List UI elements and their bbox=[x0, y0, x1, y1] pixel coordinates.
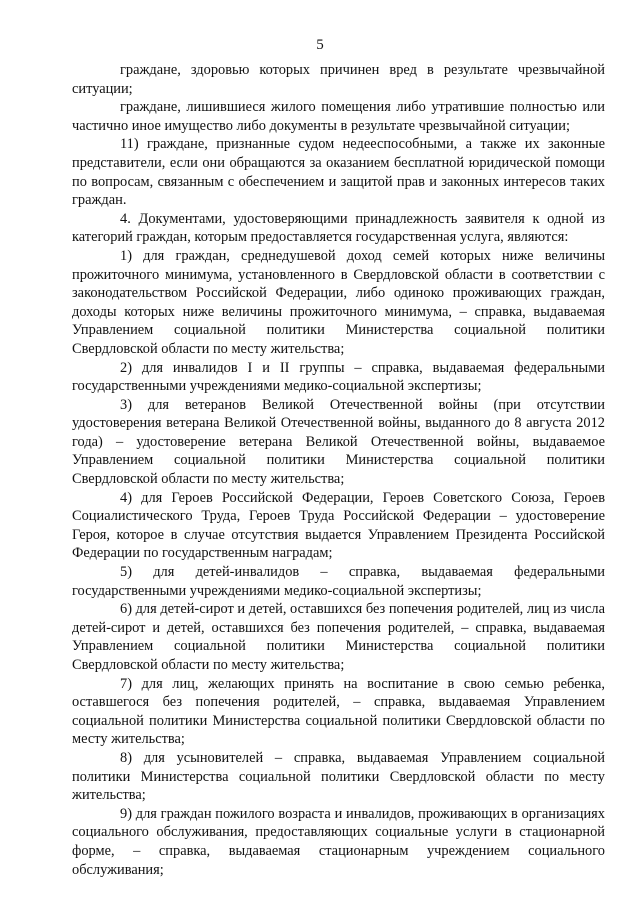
page-number: 5 bbox=[316, 37, 324, 53]
paragraph-doc-1-low-income: 1) для граждан, среднедушевой доход семей которых ниже величины прожиточного минимума, установленного в Свердловской области в соответствии с законодательством Российской Федерации, либо одиноко проживающих граждан, доходы которых ниже величины прожиточного минимума, – справка, выдаваемая Управлением социальной политики Министерства социальной политики Свердловской области по месту жительства; bbox=[72, 247, 605, 357]
paragraph-emergency-health-harm: граждане, здоровью которых причинен вред в результате чрезвычайной ситуации; bbox=[72, 62, 605, 97]
paragraph-doc-3-veterans: 3) для ветеранов Великой Отечественной войны (при отсутствии удостоверения ветерана Великой Отечественной войны, выданного до 8 августа 2012 года) – удостоверение ветерана Великой Отечественной войны, выдаваемое Управлением социальной политики Министерства социальной политики Свердловской области по месту жительства; bbox=[72, 396, 605, 488]
paragraph-emergency-property-loss: граждане, лишившиеся жилого помещения либо утратившие полностью или частично иное имущество либо документы в результате чрезвычайной ситуации; bbox=[72, 99, 605, 134]
paragraph-doc-7-foster-parents: 7) для лиц, желающих принять на воспитание в свою семью ребенка, оставшегося без попечения родителей, – справка, выдаваемая Управлением социальной политики Министерства социальной политики Свердловской области по месту жительства; bbox=[72, 675, 605, 748]
paragraph-doc-2-disabled: 2) для инвалидов I и II группы – справка, выдаваемая федеральными государственными учреждениями медико-социальной экспертизы; bbox=[72, 359, 605, 395]
document-body bbox=[72, 61, 605, 879]
paragraph-doc-5-disabled-children: 5) для детей-инвалидов – справка, выдаваемая федеральными государственными учреждениями медико-социальной экспертизы; bbox=[72, 564, 605, 599]
paragraph-doc-6-orphans: 6) для детей-сирот и детей, оставшихся без попечения родителей, лиц из числа детей-сирот и детей, оставшихся без попечения родителей, – справка, выдаваемая Управлением социальной политики Министерства социальной политики Свердловской области по месту жительства; bbox=[72, 601, 605, 673]
paragraph-doc-4-heroes: 4) для Героев Российской Федерации, Героев Советского Союза, Героев Социалистического Труда, Героев Труда Российской Федерации – удостоверение Героя, которое в случае отсутствия выдается Управлением Президента Российской Федерации по государственным наградам; bbox=[72, 489, 605, 562]
paragraph-doc-8-adopters: 8) для усыновителей – справка, выдаваемая Управлением социальной политики Министерства социальной политики Свердловской области по месту жительства; bbox=[72, 749, 605, 804]
paragraph-doc-9-elderly-residential: 9) для граждан пожилого возраста и инвалидов, проживающих в организациях социального обслуживания, предоставляющих социальные услуги в стационарной форме, – справка, выдаваемая стационарным учреждением социального обслуживания; bbox=[72, 805, 605, 878]
paragraph-item-11-incapacitated: 11) граждане, признанные судом недееспособными, а также их законные представители, если они обращаются за оказанием бесплатной юридической помощи по вопросам, связанным с обеспечением и защитой прав и законных интересов таких граждан. bbox=[72, 136, 605, 209]
paragraph-section-4-documents: 4. Документами, удостоверяющими принадлежность заявителя к одной из категорий граждан, которым предоставляется государственная услуга, являются: bbox=[72, 210, 605, 246]
